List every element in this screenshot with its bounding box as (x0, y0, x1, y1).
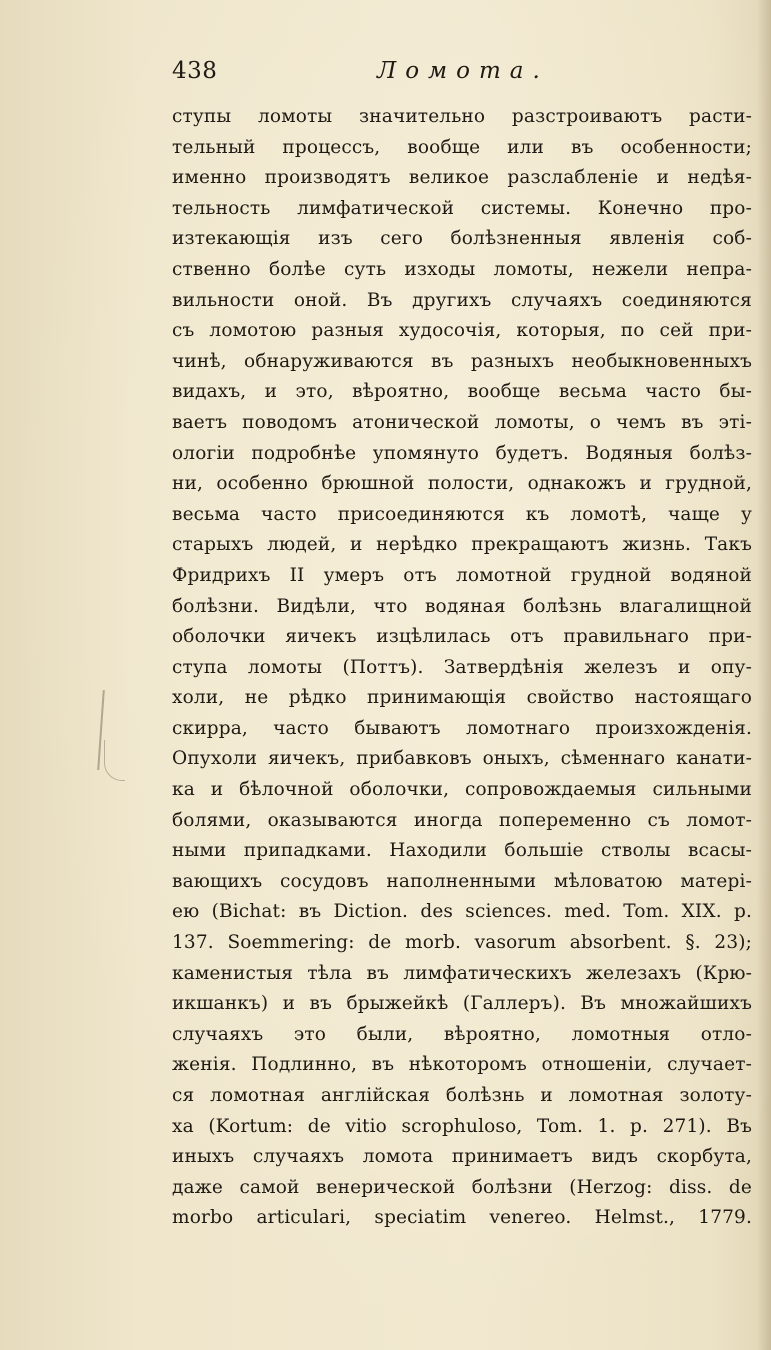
text-line: ваетъ поводомъ атонической ломоты, о чемъ въ эті- (172, 411, 752, 433)
text-line: болями, оказываются иногда попеременно съ ломот- (172, 809, 752, 831)
margin-pencil-curve (104, 740, 125, 781)
text-line: ся ломотная англійская болѣзнь и ломотная золоту- (172, 1085, 752, 1106)
text-line: каменистыя тѣла въ лимфатическихъ железахъ (Крю- (172, 962, 752, 984)
text-line: оболочки яичекъ изцѣлилась отъ правильнаго при- (172, 626, 752, 648)
text-line: ха (Kortum: de vitio scrophuloso, Tom. 1. p. 271). Въ (172, 1115, 752, 1137)
text-line: даже самой венерической болѣзни (Herzog: diss. de (172, 1176, 752, 1198)
text-line: случаяхъ это были, вѣроятно, ломотныя отло- (172, 1023, 752, 1045)
text-line: болѣзни. Видѣли, что водяная болѣзнь влагалищной (172, 595, 752, 617)
page-header (172, 58, 750, 94)
text-line: ственно болѣе суть изходы ломоты, нежели непра- (172, 258, 752, 280)
text-line: ка и бѣлочной оболочки, сопровождаемыя сильными (172, 779, 752, 801)
text-line: тельный процессъ, вообще или въ особенности; (172, 136, 752, 158)
text-line: ступа ломоты (Поттъ). Затвердѣнія железъ и опу- (172, 656, 752, 678)
page-number: 438 (172, 58, 218, 84)
running-title: Ломота. (377, 58, 549, 84)
text-line: Опухоли яичекъ, прибавковъ оныхъ, сѣменнаго канати- (172, 748, 752, 770)
text-line: весьма часто присоединяются къ ломотѣ, чаще у (172, 503, 752, 525)
text-line: видахъ, и это, вѣроятно, вообще весьма часто бы- (172, 381, 752, 403)
text-line: изтекающія изъ сего болѣзненныя явленія соб- (172, 228, 752, 250)
text-line: женія. Подлинно, въ нѣкоторомъ отношеніи, случает- (172, 1054, 752, 1076)
text-line: скирра, часто бываютъ ломотнаго произхожденія. (172, 717, 752, 739)
text-line: съ ломотою разныя худосочія, которыя, по сей при- (172, 320, 752, 342)
text-line: вильности оной. Въ другихъ случаяхъ соединяются (172, 289, 752, 311)
text-line: 137. Soemmering: de morb. vasorum absorbent. §. 23); (172, 932, 752, 954)
text-line: чинѣ, обнаруживаются въ разныхъ необыкновенныхъ (172, 350, 752, 372)
text-line: икшанкъ) и въ брыжейкѣ (Галлеръ). Въ множайшихъ (172, 993, 752, 1015)
text-line: ологіи подробнѣе упомянуто будетъ. Водяныя болѣз- (172, 442, 752, 464)
page-edge-shadow (757, 0, 771, 1350)
body-text (172, 102, 752, 1234)
text-line: иныхъ случаяхъ ломота принимаетъ видъ скорбута, (172, 1146, 752, 1168)
text-line: старыхъ людей, и нерѣдко прекращаютъ жизнь. Такъ (172, 534, 752, 556)
text-line: именно производятъ великое разслабленіе и недѣя- (172, 167, 752, 189)
text-line: ступы ломоты значительно разстроиваютъ расти- (172, 106, 752, 127)
text-line: ными припадками. Находили большіе стволы всасы- (172, 840, 752, 862)
text-line: холи, не рѣдко принимающія свойство настоящаго (172, 687, 752, 709)
text-line: вающихъ сосудовъ наполненными мѣловатою матері- (172, 870, 752, 892)
text-line: morbo articulari, speciatim venereo. Helmst., 1779. (172, 1207, 752, 1229)
text-line: ни, особенно брюшной полости, однакожъ и грудной, (172, 473, 752, 495)
text-line: тельность лимфатической системы. Конечно про- (172, 197, 752, 219)
text-line: Фридрихъ II умеръ отъ ломотной грудной водяной (172, 564, 752, 586)
text-line: ею (Bichat: въ Diction. des sciences. med. Tom. XIX. p. (172, 901, 752, 923)
